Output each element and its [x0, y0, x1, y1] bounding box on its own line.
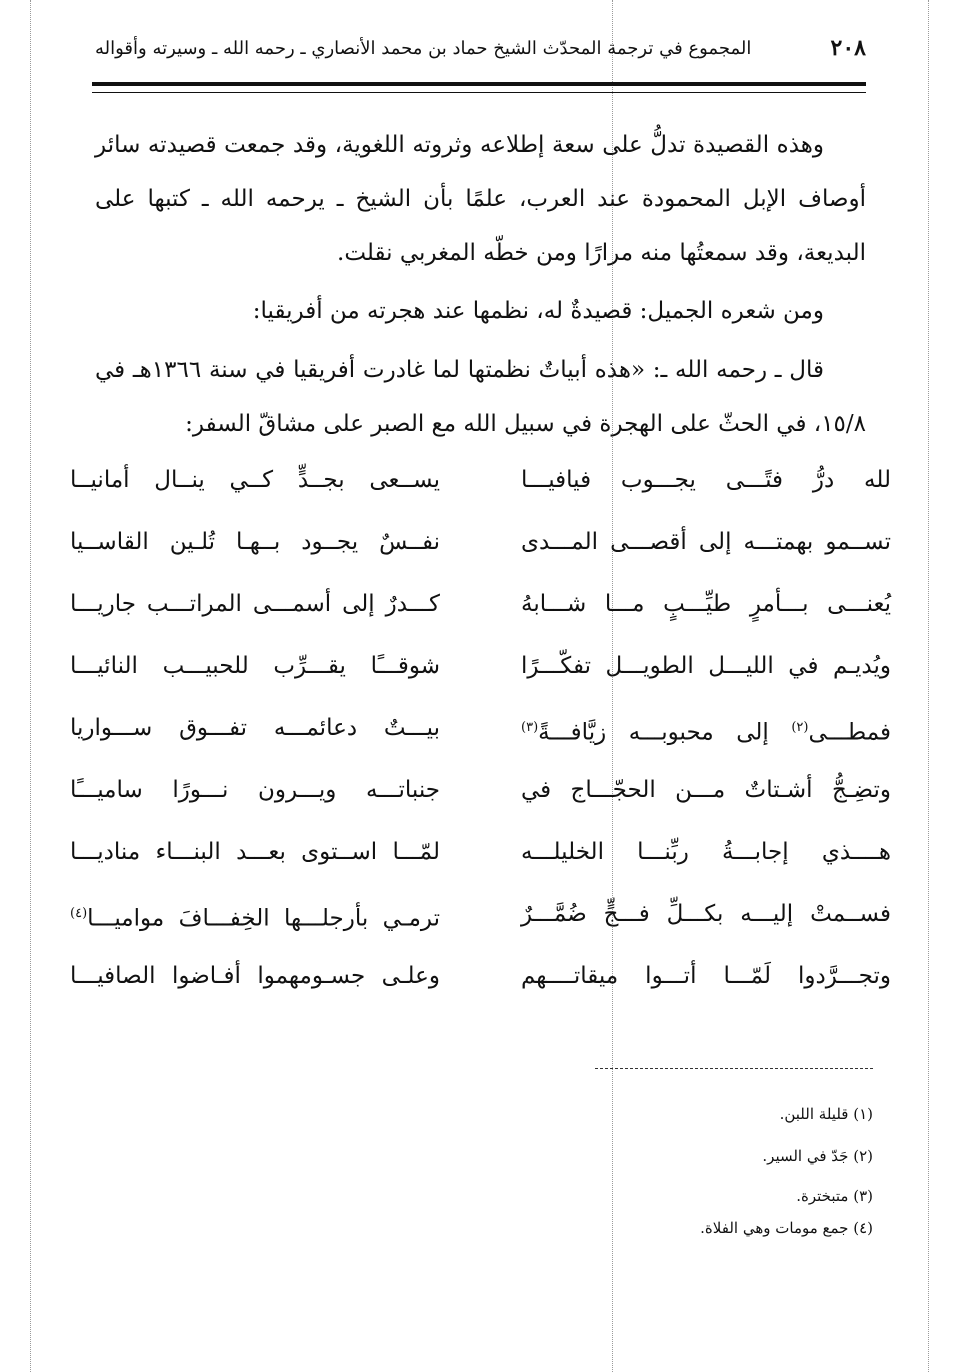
- footnote-marker: (٢): [791, 720, 809, 735]
- verse-first-hemistich: ويُديـم في الليـــل الطويـــل تفكّـــرًا: [521, 653, 891, 679]
- verse-second-hemistich: ترمـي بأرجلـــها الخِفـــافَ مواميـــا$^{(٤)}$: [70, 905, 440, 932]
- footnote: (١) قليلة اللبن.: [779, 1105, 873, 1123]
- verse-second-hemistich: لمّـــا اســتوى بعـــد البنـــاء مناديـــا: [70, 839, 440, 865]
- footnote-marker: (٣): [521, 720, 539, 735]
- footnote-separator: [595, 1068, 873, 1069]
- verse-line: [70, 646, 891, 686]
- verse-line: [70, 460, 891, 500]
- verse-first-hemistich: هــــذي إجابـــةُ ربِّنـــا الخليلـــه: [521, 839, 891, 865]
- verse-second-hemistich: يســعى بجــدٍّ كــي ينــال أمانيــا: [70, 467, 440, 493]
- verse-line: [70, 956, 891, 996]
- verse-second-hemistich: نفــسٌ يجــود بــهـا تُلـين القاســيا: [70, 529, 440, 555]
- verse-second-hemistich: شوقـــًا يقـــرِّب للحبيـــب النائيـــا: [70, 653, 440, 679]
- running-title: المجموع في ترجمة المحدّث الشيخ حماد بن محمد الأنصاري ـ رحمه الله ـ وسيرته وأقواله: [95, 37, 752, 59]
- footnote: (٢) جَدّ في السير.: [762, 1147, 873, 1165]
- header-rule-thick: [92, 82, 866, 86]
- header-rule-thin: [92, 92, 866, 93]
- poem-intro-paragraph: ومن شعره الجميل: قصيدةٌ له، نظمها عند هجرته من أفريقيا:: [252, 298, 824, 324]
- footnote: (٤) جمع مومات وهي الفلاة.: [700, 1219, 873, 1237]
- verse-line: [70, 770, 891, 810]
- verse-line: [70, 708, 891, 748]
- verse-first-hemistich: فمطـــى$^{(٢)}$ إلى محبوبـــه زيَّافـــةً$^{(٣)}$: [521, 719, 892, 746]
- verse-first-hemistich: تســمو بهمتـــه إلى أقصـــى المـــدى: [521, 529, 891, 555]
- verse-first-hemistich: فســمتْ إليـــه بكـــلِّ فـــجٍّ ضُمَّـــرٌ: [521, 901, 891, 927]
- verse-line: [70, 832, 891, 872]
- scan-guide-line: [30, 0, 31, 1372]
- scan-guide-line: [928, 0, 929, 1372]
- footnote-marker: (٤): [70, 906, 88, 921]
- verse-second-hemistich: جنباتـــه ويـــرون نـــورًا ساميـــًا: [70, 777, 440, 803]
- verse-line: [70, 522, 891, 562]
- verse-first-hemistich: وتجـــرَّدوا لَمّـــا أتـــوا ميقاتــــهم: [521, 963, 891, 989]
- verse-line: [70, 584, 891, 624]
- verse-line: [70, 894, 891, 934]
- intro-paragraph: وهذه القصيدة تدلُّ على سعة إطلاعه وثروته اللغوية، وقد جمعت قصيدته سائر أوصاف الإبل المحمودة عند العرب، علمًا بأن الشيخ ـ يرحمه الله ـ كتبها على البديعة، وقد سمعتُها منه مرارًا ومن خطّه المغربي نقلت.: [95, 132, 866, 266]
- verse-first-hemistich: وتضِـجُّ أشـتاتٌ مـــن الحجّـــاج في: [521, 777, 891, 803]
- running-header: [95, 30, 866, 66]
- verse-second-hemistich: كـــدرٌ إلى أسمـــى المراتـــب جاريـــا: [70, 591, 440, 617]
- verse-first-hemistich: لله درُّ فتًـــى يجـــوب فيافيـــا: [521, 467, 891, 493]
- verse-second-hemistich: بيـــتٌ دعائمـــه تفـــوق ســـواريا: [70, 715, 440, 741]
- verse-first-hemistich: يُعنـــى بـــأمرٍ طيِّـــبٍ مـــا شـــابهُ: [521, 591, 891, 617]
- page-number: ٢٠٨: [830, 35, 866, 61]
- verse-second-hemistich: وعلـى جسـومهموا أفـاضوا الصافيـــا: [70, 963, 440, 989]
- footnote: (٣) متبخترة.: [796, 1187, 873, 1205]
- poem-context-paragraph: قال ـ رحمه الله ـ: «هذه أبياتٌ نظمتها لما غادرت أفريقيا في سنة ١٣٦٦هـ في ١٥/٨، في الحثّ على الهجرة في سبيل الله مع الصبر على مشاقّ السفر:: [95, 357, 866, 437]
